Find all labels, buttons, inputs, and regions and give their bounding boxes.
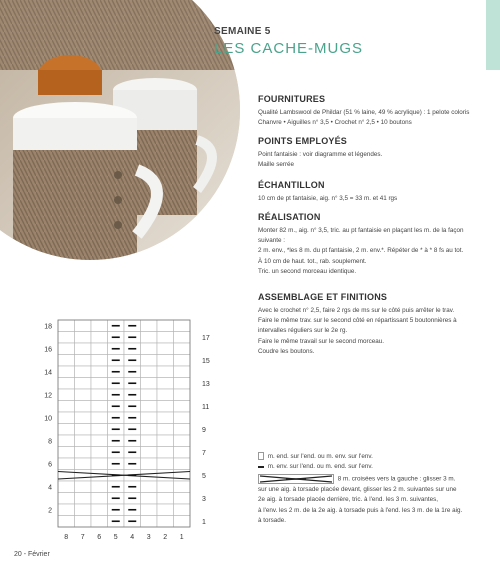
section-line: 10 cm de pt fantaisie, aig. n° 3,5 = 33 m. et 41 rgs [258,195,398,202]
column-label: 5 [113,534,118,540]
legend-continuation: 2e aig. à torsade placée derrière, tric. à l'end. les 3 m. suivantes, [258,496,439,504]
chart-cell [75,378,92,390]
chart-cell [58,355,75,367]
chart-cell [157,389,174,401]
chart-cell [157,412,174,424]
section-line: Chanvre • Aiguilles n° 3,5 • Crochet n° 2,5 • 10 boutons [258,119,412,127]
legend-continuation: à torsade. [258,516,287,524]
chart-cell [141,412,158,424]
chart-cell [75,355,92,367]
section-line: suivante : [258,237,285,245]
legend-continuation: sur une aig. à torsade placée devant, glisser les 2 m. suivantes sur une [258,486,457,494]
chart-cell [141,320,158,332]
chart-cell [174,320,191,332]
chart-cell [174,332,191,344]
column-label: 7 [80,534,85,540]
chart-cell [75,516,92,528]
chart-cell [58,412,75,424]
legend-text: m. end. sur l'end. ou m. env. sur l'env. [267,453,373,460]
chart-cell [75,424,92,436]
chart-cell [91,343,108,355]
section-heading: RÉALISATION [258,212,321,222]
section-heading: FOURNITURES [258,94,326,104]
chart-cell [174,343,191,355]
chart-cell [75,481,92,493]
empty-square-icon [258,452,264,460]
chart-cell [91,470,108,482]
row-label-right: 13 [202,380,210,388]
chart-cell [141,378,158,390]
chart-cell [75,389,92,401]
section-line: Faire le même trav. sur le second côté en répartissant 5 boutonnières à [258,317,457,325]
row-label-right: 15 [202,357,210,365]
chart-cell [75,447,92,459]
chart-cell [174,516,191,528]
chart-cell [174,401,191,413]
section-heading: ÉCHANTILLON [258,180,325,190]
row-label-right: 11 [202,403,210,411]
chart-cell [157,481,174,493]
chart-cell [58,320,75,332]
chart-cell [174,447,191,459]
section-points [258,136,484,170]
row-label-right: 3 [202,495,206,503]
chart-cell [91,516,108,528]
chart-cell [157,424,174,436]
section-line: 2 m. env., *les 8 m. du pt fantaisie, 2 m. env.*. Répéter de * à * 8 fs au tot. [258,247,464,255]
chart-cell [91,389,108,401]
chart-cell [91,481,108,493]
row-label-left: 16 [44,346,52,354]
page-footer: 20 - Février [14,551,50,558]
row-label-left: 14 [44,369,52,377]
chart-cell [58,389,75,401]
chart-cell [174,435,191,447]
chart-cell [141,493,158,505]
chart-cell [58,493,75,505]
legend-item-knit [258,452,484,462]
row-label-right: 9 [202,426,206,434]
row-label-right: 1 [202,518,206,526]
chart-cell [141,504,158,516]
section-line: Monter 82 m., aig. n° 3,5, tric. au pt fantaisie en plaçant les m. de la façon [258,227,464,234]
chart-cell [75,470,92,482]
row-label-left: 2 [48,507,52,515]
chart-cell [174,481,191,493]
chart-cell [91,355,108,367]
chart-cell [157,470,174,482]
chart-cell [174,424,191,436]
section-assemblage [258,292,484,357]
row-label-left: 4 [48,484,52,492]
chart-cell [91,458,108,470]
row-label-left: 10 [44,415,52,423]
chart-cell [75,435,92,447]
chart-cell [58,378,75,390]
chart-cell [58,504,75,516]
chart-cell [141,470,158,482]
chart-cell [58,343,75,355]
chart-cell [75,332,92,344]
chart-cell [174,378,191,390]
row-label-left: 12 [44,392,52,400]
chart-cell [141,447,158,459]
chart-cell [58,366,75,378]
chart-cell [58,424,75,436]
chart-cell [91,435,108,447]
row-label-left: 18 [44,323,52,331]
chart-cell [141,458,158,470]
chart-cell [141,481,158,493]
chart-cell [157,493,174,505]
chart-cell [157,516,174,528]
chart-cell [141,516,158,528]
chart-cell [157,343,174,355]
chart-cell [157,435,174,447]
section-heading: ASSEMBLAGE ET FINITIONS [258,292,388,302]
legend-text: m. env. sur l'end. ou m. end. sur l'env. [267,463,373,471]
section-line: Avec le crochet n° 2,5, faire 2 rgs de ms sur le côté puis arrêter le trav. [258,307,455,314]
chart-cell [91,320,108,332]
row-label-right: 7 [202,449,206,457]
chart-cell [58,481,75,493]
chart-cell [141,343,158,355]
chart-cell [58,435,75,447]
chart-cell [157,401,174,413]
chart-cell [157,332,174,344]
legend-item-purl [258,462,484,472]
chart-cell [157,458,174,470]
legend-continuation: à l'env. les 2 m. de la 2e aig. à torsade puis à l'end. les 3 m. de la 1re aig. [258,506,463,514]
section-fournitures [258,94,484,128]
section-line: Tric. un second morceau identique. [258,267,357,275]
chart-cell [75,458,92,470]
chart-cell [91,447,108,459]
chart-cell [141,366,158,378]
chart-legend [258,452,484,526]
cable-icon [258,474,334,484]
mug-photo [0,0,240,260]
chart-cell [75,493,92,505]
row-label-right: 17 [202,334,210,342]
chart-cell [141,355,158,367]
chart-cell [174,493,191,505]
chart-cell [91,332,108,344]
week-label: SEMAINE 5 [214,26,271,37]
chart-cell [58,401,75,413]
chart-cell [174,389,191,401]
chart-cell [174,366,191,378]
chart-cell [91,424,108,436]
column-label: 3 [146,534,151,540]
legend-text: 8 m. croisées vers la gauche : glisser 3 m. [337,476,456,484]
chart-cell [75,343,92,355]
column-label: 8 [64,534,69,540]
chart-cell [157,320,174,332]
chart-cell [58,332,75,344]
row-label-left: 6 [48,461,52,469]
chart-cell [141,424,158,436]
chart-cell [141,435,158,447]
chart-cell [75,401,92,413]
chart-cell [91,504,108,516]
chart-cell [58,447,75,459]
section-line: Faire le même travail sur le second morceau. [258,337,384,345]
chart-cell [157,378,174,390]
knitting-chart [0,310,230,540]
row-label-left: 8 [48,438,52,446]
section-line: Coudre les boutons. [258,347,315,355]
section-echantillon [258,180,484,204]
section-realisation [258,212,484,277]
column-label: 6 [97,534,102,540]
column-label: 1 [179,534,184,540]
row-label-right: 5 [202,472,206,480]
chart-cell [91,412,108,424]
chart-cell [157,447,174,459]
chart-cell [58,458,75,470]
chart-cell [157,355,174,367]
chart-cell [91,401,108,413]
column-label: 4 [130,534,135,540]
chart-cell [58,516,75,528]
section-line: intervalles réguliers sur le 2e rg. [258,327,348,335]
chart-cell [174,504,191,516]
chart-cell [75,366,92,378]
section-heading: POINTS EMPLOYÉS [258,136,348,146]
chart-cell [157,366,174,378]
chart-cell [141,401,158,413]
dash-icon [258,466,264,468]
chart-cell [75,320,92,332]
chart-cell [75,412,92,424]
column-label: 2 [163,534,168,540]
page-title: LES CACHE-MUGS [214,40,364,57]
chart-cell [141,389,158,401]
chart-cell [174,355,191,367]
chart-cell [91,378,108,390]
chart-cell [91,493,108,505]
chart-cell [141,332,158,344]
section-line: À 10 cm de haut. tot., rab. souplement. [258,257,367,265]
section-line: Qualité Lambswool de Phildar (51 % laine, 49 % acrylique) : 1 pelote coloris [258,109,470,116]
section-line: Maille serrée [258,161,295,169]
chart-cell [174,458,191,470]
chart-cell [91,366,108,378]
legend-item-cable [258,474,484,485]
section-line: Point fantaisie : voir diagramme et légendes. [258,151,383,158]
chart-cell [75,504,92,516]
chart-cell [174,412,191,424]
chart-cell [157,504,174,516]
